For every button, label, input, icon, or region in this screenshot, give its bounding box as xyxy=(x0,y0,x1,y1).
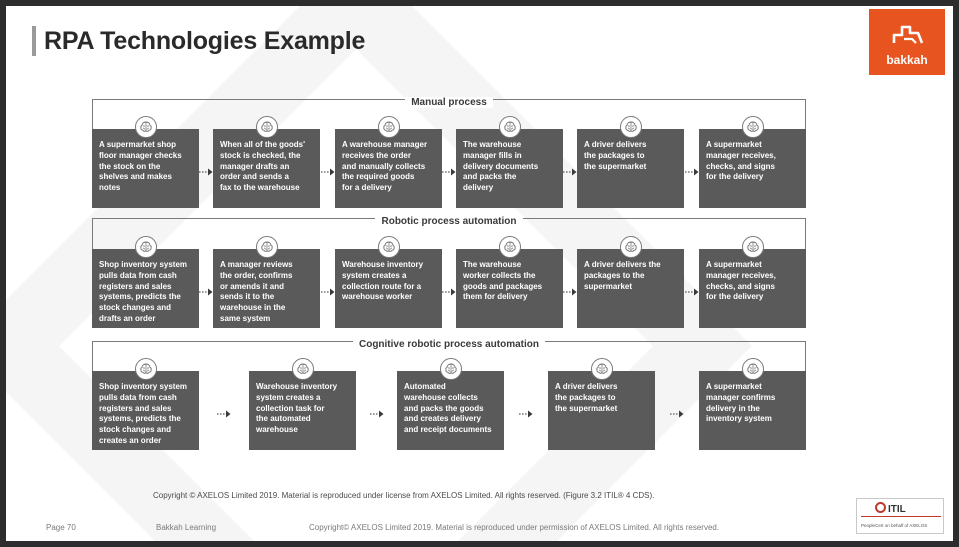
step-text: A driver delivers the packages to the supermarket xyxy=(555,382,618,413)
step-text: A driver delivers the packages to the supermarket xyxy=(584,140,647,171)
page-title: RPA Technologies Example xyxy=(32,26,365,56)
process-step-manual-5 xyxy=(577,129,684,208)
process-step-manual-2 xyxy=(213,129,320,208)
section-label-cognitive: Cognitive robotic process automation xyxy=(93,334,805,352)
itil-badge xyxy=(856,498,944,534)
process-step-manual-4 xyxy=(456,129,563,208)
process-step-cognitive-4 xyxy=(548,371,655,450)
section-label-rpa: Robotic process automation xyxy=(93,211,805,229)
dashed-arrow-right-icon xyxy=(320,164,336,174)
brain-icon xyxy=(135,116,157,138)
process-step-cognitive-3 xyxy=(397,371,504,450)
page-number: Page 70 xyxy=(46,523,76,532)
copyright-main: Copyright © AXELOS Limited 2019. Material is reproduced under license from AXELOS Limited. All rights reserved. (Figure 3.2 ITIL® 4 CDS). xyxy=(153,491,655,500)
process-step-rpa-3 xyxy=(335,249,442,328)
itil-logo: ITIL xyxy=(875,502,906,515)
brain-icon xyxy=(440,358,462,380)
process-step-rpa-1 xyxy=(92,249,199,328)
footer-copyright: Copyright© AXELOS Limited 2019. Material is reproduced under permission of AXELOS Limited. All rights reserved. xyxy=(309,523,720,532)
step-text: When all of the goods' stock is checked, the manager drafts an order and sends a fax to the warehouse xyxy=(220,140,306,193)
dashed-arrow-right-icon xyxy=(441,284,457,294)
brain-icon xyxy=(378,116,400,138)
itil-divider xyxy=(861,516,941,517)
process-step-rpa-5 xyxy=(577,249,684,328)
dashed-arrow-right-icon xyxy=(198,284,214,294)
step-text: A supermarket shop floor manager checks the stock on the shelves and makes notes xyxy=(99,140,182,193)
step-text: Shop inventory system pulls data from cash registers and sales systems, predicts the stock changes and drafts an order xyxy=(99,260,188,323)
brain-icon xyxy=(256,116,278,138)
process-step-rpa-4 xyxy=(456,249,563,328)
dashed-arrow-right-icon xyxy=(198,164,214,174)
brain-icon xyxy=(742,116,764,138)
step-text: A warehouse manager receives the order and manually collects the required goods for a delivery xyxy=(342,140,428,193)
step-text: Warehouse inventory system creates a collection route for a warehouse worker xyxy=(342,260,424,302)
step-text: The warehouse manager fills in delivery documents and packs the delivery xyxy=(463,140,539,193)
brain-icon xyxy=(742,358,764,380)
itil-sub: PeopleCert on behalf of AXELOS xyxy=(861,523,928,528)
brain-icon xyxy=(499,236,521,258)
process-step-manual-1 xyxy=(92,129,199,208)
section-frame-manual xyxy=(92,99,806,131)
brain-icon xyxy=(135,358,157,380)
section-label-manual: Manual process xyxy=(93,92,805,110)
dashed-arrow-right-icon xyxy=(684,284,700,294)
brain-icon xyxy=(742,236,764,258)
step-text: Warehouse inventory system creates a collection task for the automated warehouse xyxy=(256,382,338,435)
step-text: A driver delivers the packages to the supermarket xyxy=(584,260,661,291)
brain-icon xyxy=(378,236,400,258)
process-step-cognitive-1 xyxy=(92,371,199,450)
process-step-manual-6 xyxy=(699,129,806,208)
dashed-arrow-right-icon xyxy=(562,284,578,294)
process-step-manual-3 xyxy=(335,129,442,208)
process-step-cognitive-2 xyxy=(249,371,356,450)
process-step-rpa-6 xyxy=(699,249,806,328)
dashed-arrow-right-icon xyxy=(320,284,336,294)
dashed-arrow-right-icon xyxy=(369,406,385,416)
bakkah-logo-icon xyxy=(892,21,924,45)
slide xyxy=(6,6,953,541)
step-text: A manager reviews the order, confirms or amends it and sends it to the warehouse in the same system xyxy=(220,260,293,323)
step-text: The warehouse worker collects the goods and packages them for delivery xyxy=(463,260,543,302)
brain-icon xyxy=(256,236,278,258)
step-text: A supermarket manager receives, checks, and signs for the delivery xyxy=(706,260,776,302)
dashed-arrow-right-icon xyxy=(441,164,457,174)
bakkah-logo[interactable] xyxy=(869,9,945,75)
dashed-arrow-right-icon xyxy=(216,406,232,416)
dashed-arrow-right-icon xyxy=(562,164,578,174)
step-text: A supermarket manager receives, checks, and signs for the delivery xyxy=(706,140,776,182)
itil-circle-icon xyxy=(875,502,886,513)
brain-icon xyxy=(135,236,157,258)
brain-icon xyxy=(620,116,642,138)
brain-icon xyxy=(620,236,642,258)
step-text: Shop inventory system pulls data from cash registers and sales systems, predicts the stock changes and creates an order xyxy=(99,382,188,445)
logo-text: bakkah xyxy=(886,53,928,67)
process-step-rpa-2 xyxy=(213,249,320,328)
step-text: A supermarket manager confirms delivery in the inventory system xyxy=(706,382,776,424)
dashed-arrow-right-icon xyxy=(684,164,700,174)
brain-icon xyxy=(591,358,613,380)
dashed-arrow-right-icon xyxy=(518,406,534,416)
dashed-arrow-right-icon xyxy=(669,406,685,416)
section-frame-rpa xyxy=(92,218,806,250)
brain-icon xyxy=(499,116,521,138)
footer-org: Bakkah Learning xyxy=(156,523,217,532)
step-text: Automated warehouse collects and packs the goods and creates delivery and receipt documents xyxy=(404,382,492,435)
brain-icon xyxy=(292,358,314,380)
process-step-cognitive-5 xyxy=(699,371,806,450)
